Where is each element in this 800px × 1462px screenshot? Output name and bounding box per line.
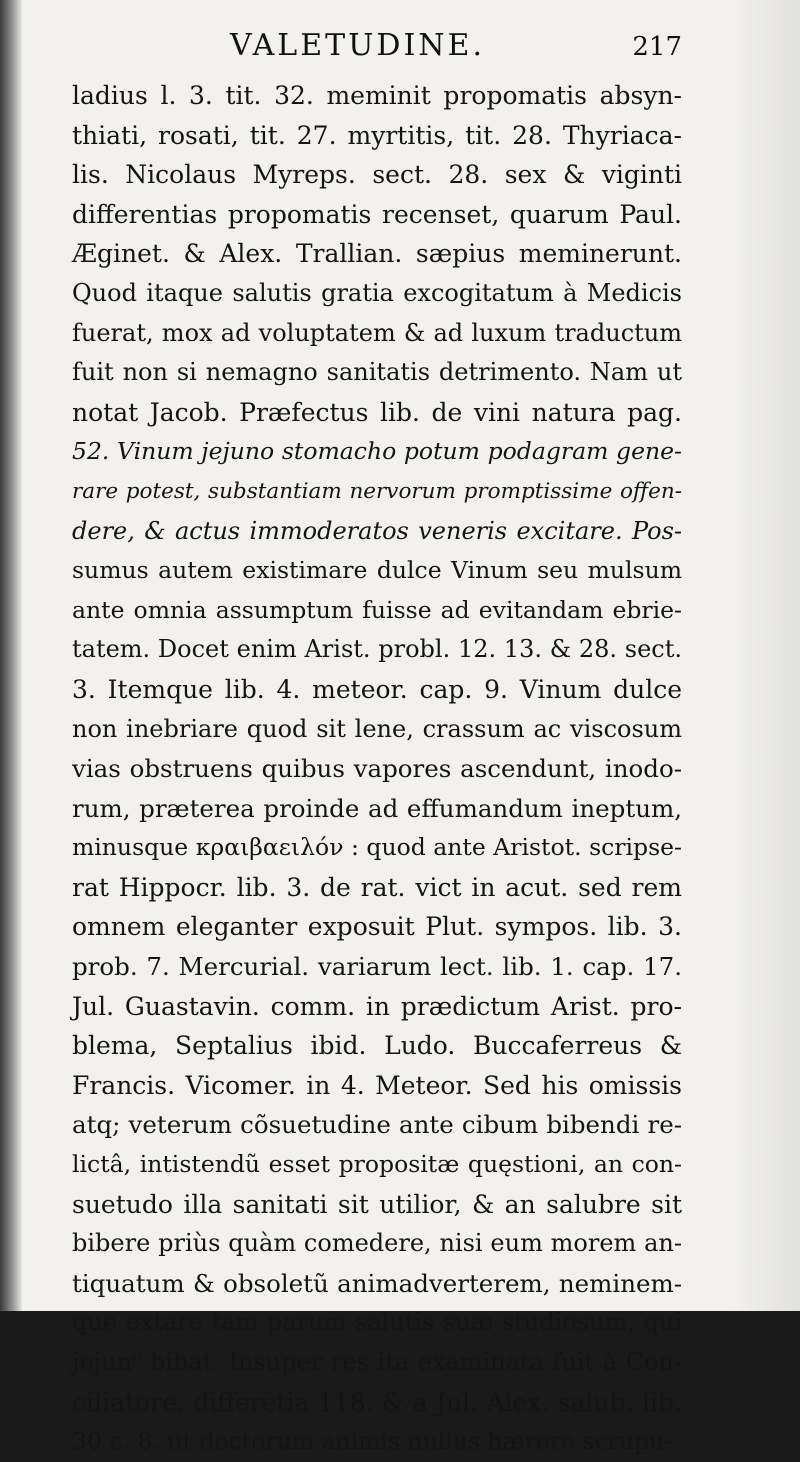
text-line: sumus autem existimare dulce Vinum seu mulsum [72, 556, 682, 585]
text-line: tiquatum & obsoletũ animadverterem, neminem- [72, 1268, 682, 1298]
page-header [72, 28, 682, 74]
text-line: notat Jacob. Præfectus lib. de vini natura pag. [72, 397, 682, 427]
text-line: ciliatore, differẽtia 118. & à Jul. Alex. salub. lib. [72, 1387, 682, 1417]
text-line: lictâ, intistendũ esset propositæ quęstioni, an con- [72, 1150, 682, 1179]
text-line: 30 c. 8. ut doctorum animis nullus hærere scrupu- [72, 1427, 673, 1456]
text-line: que extare tam parum salutis suæ studiosum, qui [72, 1308, 682, 1337]
page-number: 217 [632, 32, 682, 62]
italic-quote-line: 52. Vinum jejuno stomacho potum podagram gene- [72, 437, 682, 466]
body-text [72, 76, 682, 1462]
running-head: VALETUDINE. [230, 28, 485, 63]
text-line: fuerat, mox ad voluptatem & ad luxum traductum [72, 318, 682, 347]
text-line: ladius l. 3. tit. 32. meminit propomatis absyn- [72, 81, 682, 110]
text-line: differentias propomatis recenset, quarum Paul. [72, 199, 682, 229]
gutter-shadow [0, 0, 22, 1311]
text-line: minusque κραιβαειλόν : quod ante Aristot. scripse- [72, 833, 682, 862]
text-line: tatem. Docet enim Arist. probl. 12. 13. & 28. sect. [72, 635, 682, 664]
text-line: rat Hippocr. lib. 3. de rat. vict in acut. sed rem [72, 872, 682, 902]
italic-quote-line: dere, & actus immoderatos veneris excitare. Pos- [72, 516, 682, 545]
text-line: bibere priùs quàm comedere, nisi eum morem an- [72, 1229, 682, 1258]
text-line: jejunᵒ bibat. Insuper res ita examinata fuit à Con- [72, 1348, 682, 1376]
text-line: Francis. Vicomer. in 4. Meteor. Sed his omissis [72, 1070, 682, 1100]
text-line: suetudo illa sanitati sit utilior, & an salubre sit [72, 1189, 682, 1219]
text-line: Quod itaque salutis gratia excogitatum à Medicis [72, 278, 682, 307]
text-line: Jul. Guastavin. comm. in prædictum Arist. pro- [72, 991, 682, 1021]
text-line: ante omnia assumptum fuisse ad evitandam ebrie- [72, 595, 682, 624]
text-line: vias obstruens quibus vapores ascendunt, inodo- [72, 754, 682, 784]
italic-quote-line: rare potest, substantiam nervorum promptissime offen- [72, 478, 682, 504]
text-line: non inebriare quod sit lene, crassum ac viscosum [72, 714, 682, 743]
text-line: omnem eleganter exposuit Plut. sympos. lib. 3. [72, 912, 682, 942]
text-line: fuit non si nemagno sanitatis detrimento. Nam ut [72, 358, 682, 387]
text-line: atq; veterum cõsuetudine ante cibum bibendi re- [72, 1110, 682, 1140]
text-line: blema, Septalius ibid. Ludo. Buccaferreus & [72, 1031, 682, 1061]
text-line: thiati, rosati, tit. 27. myrtitis, tit. 28. Thyriaca- [72, 120, 682, 150]
text-line: rum, præterea proinde ad effumandum ineptum, [72, 793, 682, 823]
facing-page-edge [730, 0, 800, 1311]
text-line: prob. 7. Mercurial. variarum lect. lib. 1. cap. 17. [72, 952, 682, 982]
text-line: 3. Itemque lib. 4. meteor. cap. 9. Vinum dulce [72, 674, 682, 704]
text-line: Æginet. & Alex. Trallian. sæpius meminerunt. [72, 239, 682, 269]
text-line: lis. Nicolaus Myreps. sect. 28. sex & viginti [72, 160, 682, 190]
